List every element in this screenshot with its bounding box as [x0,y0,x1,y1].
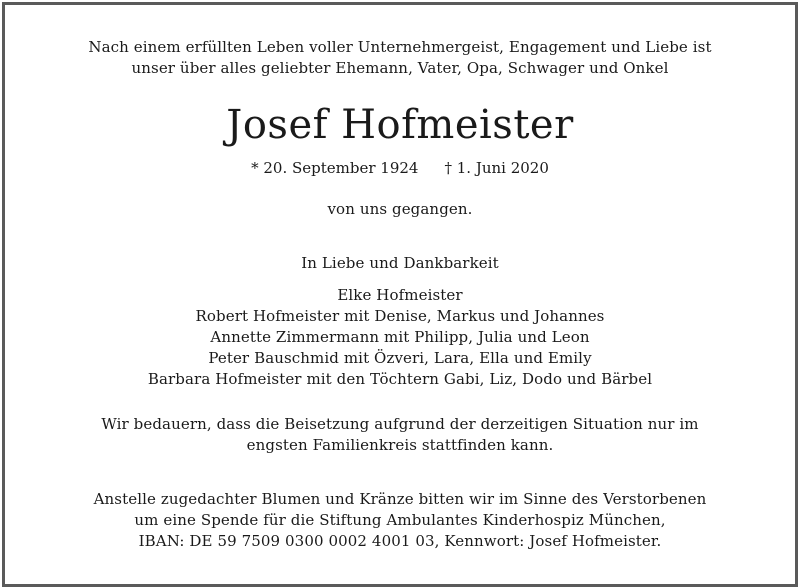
death-date: † 1. Juni 2020 [444,159,549,177]
donation-line-3: IBAN: DE 59 7509 0300 0002 4001 03, Kennwort: Josef Hofmeister. [138,532,662,550]
donation-line-2: um eine Spende für die Stiftung Ambulantes Kinderhospiz München, [134,511,666,529]
deceased-name: Josef Hofmeister [226,102,574,148]
family-member: Elke Hofmeister [337,286,463,304]
notice-line-2: engsten Familienkreis stattfinden kann. [246,436,554,454]
intro-line-1: Nach einem erfüllten Leben voller Unternehmergeist, Engagement und Liebe ist [88,38,712,56]
birth-date: * 20. September 1924 [251,159,419,177]
closing-text: In Liebe und Dankbarkeit [301,254,499,272]
family-member: Peter Bauschmid mit Özveri, Lara, Ella und Emily [208,349,592,367]
notice-line-1: Wir bedauern, dass die Beisetzung aufgrund der derzeitigen Situation nur im [101,415,699,433]
passed-text: von uns gegangen. [327,200,473,218]
donation-line-1: Anstelle zugedachter Blumen und Kränze bitten wir im Sinne des Verstorbenen [93,490,707,508]
family-member: Barbara Hofmeister mit den Töchtern Gabi, Liz, Dodo und Bärbel [147,370,653,388]
family-member: Annette Zimmermann mit Philipp, Julia und Leon [210,328,590,346]
intro-line-2: unser über alles geliebter Ehemann, Vater, Opa, Schwager und Onkel [131,59,669,77]
life-dates [0,158,800,178]
family-member: Robert Hofmeister mit Denise, Markus und Johannes [195,307,605,325]
